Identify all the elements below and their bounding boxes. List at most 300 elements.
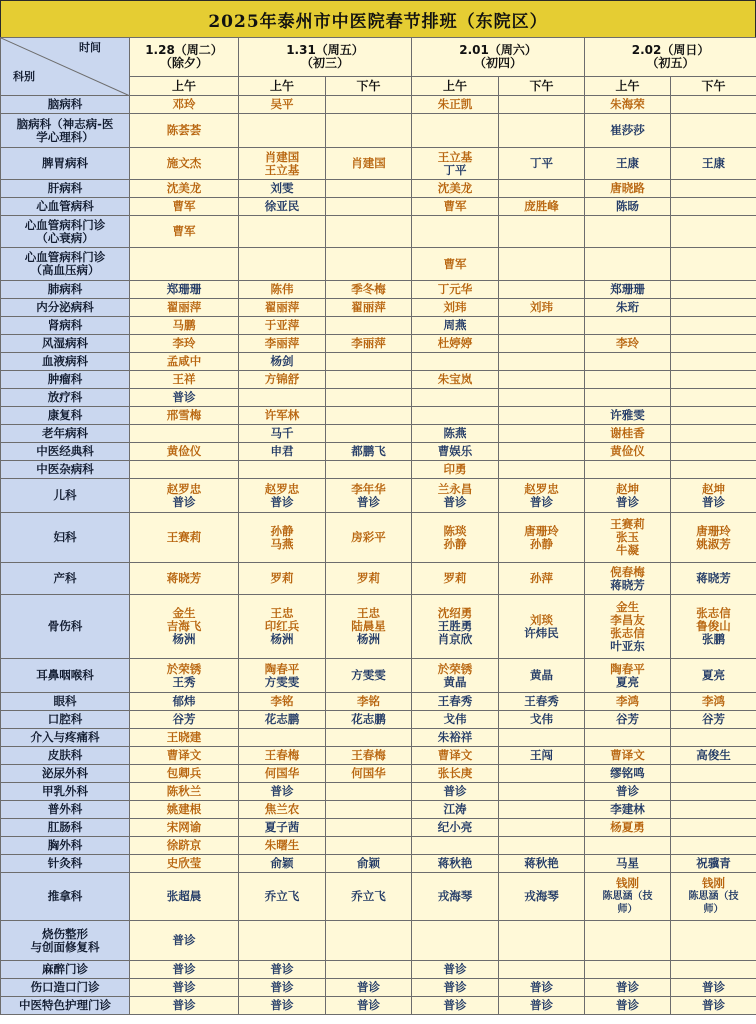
shift-cell bbox=[412, 819, 499, 837]
doctor-name: 普诊 bbox=[172, 998, 196, 1012]
doctor-name: 俞颖 bbox=[270, 856, 294, 870]
shift-cell bbox=[499, 747, 585, 765]
dept-name: 中医杂病科 bbox=[1, 461, 130, 479]
dept-name: 脾胃病科 bbox=[1, 148, 130, 180]
shift-cell bbox=[499, 443, 585, 461]
doctor-name: 印勇 bbox=[443, 462, 467, 476]
corner-diagonal bbox=[1, 38, 130, 96]
doctor-name: 唐晓路 bbox=[610, 181, 645, 195]
shift-cell bbox=[326, 353, 412, 371]
shift-cell bbox=[671, 997, 756, 1015]
doctor-name: 曹译文 bbox=[166, 748, 202, 762]
shift-cell bbox=[671, 563, 756, 595]
shift-cell bbox=[326, 563, 412, 595]
shift-cell bbox=[239, 801, 326, 819]
doctor-name: 刘玮 bbox=[530, 300, 554, 314]
schedule-row bbox=[1, 997, 756, 1015]
shift-cell bbox=[326, 783, 412, 801]
doctor-name: 金生 bbox=[616, 599, 640, 614]
doctor-name: 普诊 bbox=[172, 494, 196, 509]
shift-cell bbox=[499, 317, 585, 335]
shift-cell bbox=[499, 921, 585, 961]
shift-cell bbox=[585, 563, 671, 595]
shift-cell bbox=[412, 873, 499, 921]
doctor-name: 刘玮 bbox=[443, 300, 467, 314]
shift-cell bbox=[671, 729, 756, 747]
doctor-name: 邢雪梅 bbox=[166, 408, 202, 422]
doctor-name: 普诊 bbox=[443, 980, 467, 994]
shift-cell bbox=[326, 747, 412, 765]
shift-cell bbox=[585, 873, 671, 921]
doctor-name: 唐珊玲 bbox=[524, 523, 559, 538]
shift-cell bbox=[585, 389, 671, 407]
shift-cell bbox=[412, 299, 499, 317]
doctor-name: 徐亚民 bbox=[264, 199, 300, 213]
doctor-name: 许军林 bbox=[264, 408, 300, 422]
doctor-name: 肖建国 bbox=[351, 156, 386, 170]
doctor-name: 夏子茜 bbox=[264, 820, 300, 834]
doctor-name: 曹军 bbox=[172, 224, 196, 238]
shift-cell bbox=[239, 114, 326, 148]
doctor-name: 普诊 bbox=[270, 784, 294, 798]
schedule-row bbox=[1, 371, 756, 389]
schedule-row bbox=[1, 248, 756, 281]
doctor-name: 申君 bbox=[270, 444, 294, 458]
schedule-row bbox=[1, 711, 756, 729]
doctor-name: 翟丽萍 bbox=[264, 300, 300, 314]
schedule-row bbox=[1, 747, 756, 765]
doctor-name: 谷芳 bbox=[616, 712, 640, 726]
shift-cell bbox=[499, 248, 585, 281]
shift-cell bbox=[499, 96, 585, 114]
dept-name: 心血管病科门诊 （心衰病） bbox=[1, 216, 130, 248]
shift-cell bbox=[326, 389, 412, 407]
doctor-name: 普诊 bbox=[270, 998, 294, 1012]
page-title: 2025年泰州市中医院春节排班（东院区） bbox=[0, 0, 756, 37]
schedule-row bbox=[1, 148, 756, 180]
shift-cell bbox=[671, 711, 756, 729]
doctor-name: 吉海飞 bbox=[166, 619, 202, 633]
shift-cell bbox=[239, 248, 326, 281]
doctor-name: 李玲 bbox=[616, 336, 640, 350]
doctor-name: 何国华 bbox=[264, 766, 300, 780]
shift-cell bbox=[412, 729, 499, 747]
shift-cell bbox=[239, 479, 326, 513]
shift-cell bbox=[130, 389, 239, 407]
shift-cell bbox=[585, 216, 671, 248]
shift-cell bbox=[585, 783, 671, 801]
doctor-name: 曹译文 bbox=[437, 748, 473, 762]
shift-cell bbox=[326, 216, 412, 248]
doctor-name: 张鹏 bbox=[702, 632, 726, 646]
doctor-name: 刘雯 bbox=[270, 181, 294, 195]
shift-cell bbox=[130, 317, 239, 335]
shift-cell bbox=[239, 335, 326, 353]
shift-cell bbox=[499, 389, 585, 407]
doctor-name: 王春梅 bbox=[351, 748, 386, 762]
doctor-name: 王秀 bbox=[172, 674, 196, 689]
dept-name: 中医特色护理门诊 bbox=[1, 997, 130, 1015]
dept-name: 老年病科 bbox=[1, 425, 130, 443]
shift-cell bbox=[499, 711, 585, 729]
shift-cell bbox=[499, 855, 585, 873]
shift-cell bbox=[326, 299, 412, 317]
doctor-name: 马鹏 bbox=[172, 318, 196, 332]
shift-cell bbox=[499, 353, 585, 371]
shift-cell bbox=[412, 747, 499, 765]
shift-cell bbox=[671, 114, 756, 148]
schedule-row bbox=[1, 461, 756, 479]
doctor-name: 黄晶 bbox=[530, 668, 554, 682]
shift-cell bbox=[585, 248, 671, 281]
schedule-row bbox=[1, 281, 756, 299]
doctor-name: 纪小亮 bbox=[437, 820, 473, 834]
doctor-name: 邓玲 bbox=[172, 97, 196, 111]
shift-cell bbox=[239, 747, 326, 765]
dept-name: 血液病科 bbox=[1, 353, 130, 371]
shift-cell bbox=[585, 961, 671, 979]
doctor-name: 赵坤 bbox=[702, 481, 726, 496]
doctor-name: 乔立飞 bbox=[351, 889, 386, 903]
schedule-row bbox=[1, 855, 756, 873]
doctor-name: 蒋秋艳 bbox=[524, 856, 559, 870]
doctor-name: 俞颖 bbox=[357, 856, 380, 870]
doctor-name: 李昌友 bbox=[610, 612, 645, 627]
shift-cell bbox=[412, 371, 499, 389]
shift-cell bbox=[412, 513, 499, 563]
schedule-row bbox=[1, 317, 756, 335]
shift-cell bbox=[412, 407, 499, 425]
schedule-row bbox=[1, 114, 756, 148]
shift-cell bbox=[239, 765, 326, 783]
shift-cell bbox=[412, 479, 499, 513]
doctor-name: 陈思涵（技 bbox=[688, 891, 739, 902]
shift-cell bbox=[326, 801, 412, 819]
shift-cell bbox=[671, 389, 756, 407]
shift-cell bbox=[499, 979, 585, 997]
doctor-name: 普诊 bbox=[443, 494, 467, 509]
doctor-name: 王赛莉 bbox=[166, 530, 202, 544]
corner-header bbox=[1, 38, 130, 96]
shift-cell bbox=[239, 513, 326, 563]
doctor-name: 普诊 bbox=[443, 998, 467, 1012]
dept-name: 肝病科 bbox=[1, 180, 130, 198]
shift-cell bbox=[671, 216, 756, 248]
shift-cell bbox=[585, 180, 671, 198]
doctor-name: 史欣莹 bbox=[166, 856, 202, 870]
shift-cell bbox=[130, 819, 239, 837]
schedule-row bbox=[1, 353, 756, 371]
shift-cell bbox=[412, 198, 499, 216]
dept-name: 眼科 bbox=[1, 693, 130, 711]
schedule-row bbox=[1, 921, 756, 961]
doctor-name: 王忠 bbox=[270, 606, 294, 620]
shift-cell bbox=[326, 837, 412, 855]
doctor-name: 李丽萍 bbox=[264, 336, 300, 350]
doctor-name: 翟丽萍 bbox=[351, 300, 386, 314]
schedule-row bbox=[1, 563, 756, 595]
time-label: 时间 bbox=[79, 41, 101, 54]
shift-cell bbox=[326, 248, 412, 281]
shift-cell bbox=[671, 248, 756, 281]
shift-cell bbox=[130, 747, 239, 765]
doctor-name: 马千 bbox=[270, 426, 294, 440]
shift-cell bbox=[499, 180, 585, 198]
doctor-name: 普诊 bbox=[616, 784, 640, 798]
shift-cell bbox=[499, 148, 585, 180]
shift-cell bbox=[130, 801, 239, 819]
shift-cell bbox=[130, 837, 239, 855]
doctor-name: 都鹏飞 bbox=[351, 444, 386, 458]
shift-cell bbox=[499, 198, 585, 216]
doctor-name: 陈旸 bbox=[616, 199, 640, 213]
doctor-name: 普诊 bbox=[172, 962, 196, 976]
schedule-row bbox=[1, 216, 756, 248]
doctor-name: 印红兵 bbox=[264, 619, 300, 633]
dept-name: 肺病科 bbox=[1, 281, 130, 299]
doctor-name: 王春梅 bbox=[264, 748, 300, 762]
shift-cell bbox=[499, 729, 585, 747]
shift-cell bbox=[326, 855, 412, 873]
doctor-name: 赵罗忠 bbox=[264, 481, 300, 496]
shift-cell bbox=[671, 299, 756, 317]
shift-cell bbox=[239, 443, 326, 461]
shift-cell bbox=[499, 765, 585, 783]
doctor-name: 沈美龙 bbox=[166, 181, 202, 195]
doctor-name: 房彩平 bbox=[351, 530, 386, 544]
schedule-row bbox=[1, 801, 756, 819]
shift-cell bbox=[326, 461, 412, 479]
shift-cell bbox=[130, 335, 239, 353]
shift-cell bbox=[130, 281, 239, 299]
dept-name: 皮肤科 bbox=[1, 747, 130, 765]
shift-cell bbox=[412, 997, 499, 1015]
shift-cell bbox=[671, 353, 756, 371]
shift-cell bbox=[239, 353, 326, 371]
shift-cell bbox=[130, 595, 239, 659]
shift-cell bbox=[130, 513, 239, 563]
dept-name: 心血管病科门诊 （高血压病） bbox=[1, 248, 130, 281]
dept-name: 康复科 bbox=[1, 407, 130, 425]
doctor-name: 师） bbox=[703, 904, 724, 915]
doctor-name: 肖建国 bbox=[264, 149, 300, 164]
doctor-name: 戎海琴 bbox=[437, 889, 473, 903]
doctor-name: 陈伟 bbox=[270, 282, 294, 296]
shift-cell bbox=[326, 595, 412, 659]
schedule-row bbox=[1, 873, 756, 921]
shift-cell bbox=[585, 371, 671, 389]
doctor-name: 朱正凯 bbox=[437, 97, 473, 111]
shift-cell bbox=[671, 783, 756, 801]
shift-cell bbox=[239, 180, 326, 198]
shift-cell bbox=[412, 317, 499, 335]
shift-cell bbox=[239, 997, 326, 1015]
doctor-name: 宋网谕 bbox=[166, 820, 202, 834]
shift-cell bbox=[239, 371, 326, 389]
doctor-name: 曹军 bbox=[443, 256, 467, 271]
shift-cell bbox=[130, 148, 239, 180]
shift-cell bbox=[412, 801, 499, 819]
shift-cell bbox=[499, 461, 585, 479]
doctor-name: 蒋晓芳 bbox=[166, 571, 202, 585]
shift-cell bbox=[326, 371, 412, 389]
shift-cell bbox=[412, 335, 499, 353]
doctor-name: 于亚萍 bbox=[264, 318, 300, 332]
shift-cell bbox=[412, 180, 499, 198]
doctor-name: 高俊生 bbox=[696, 748, 731, 762]
shift-cell bbox=[585, 148, 671, 180]
doctor-name: 杜婷婷 bbox=[437, 336, 473, 350]
pm-header: 下午 bbox=[326, 77, 412, 96]
dept-name: 口腔科 bbox=[1, 711, 130, 729]
doctor-name: 普诊 bbox=[270, 494, 294, 509]
schedule-row bbox=[1, 837, 756, 855]
doctor-name: 鲁俊山 bbox=[696, 619, 731, 633]
shift-cell bbox=[239, 407, 326, 425]
shift-cell bbox=[499, 299, 585, 317]
date-header-3: 2.01（周六） （初四） bbox=[412, 38, 585, 77]
dept-name: 肿瘤科 bbox=[1, 371, 130, 389]
doctor-name: 戎海琴 bbox=[524, 889, 559, 903]
doctor-name: 崔莎莎 bbox=[610, 123, 645, 137]
schedule-row bbox=[1, 335, 756, 353]
doctor-name: 普诊 bbox=[616, 494, 640, 509]
doctor-name: 缪铭鸣 bbox=[610, 766, 645, 780]
doctor-name: 何国华 bbox=[351, 766, 386, 780]
shift-cell bbox=[671, 819, 756, 837]
schedule-row bbox=[1, 819, 756, 837]
doctor-name: 王康 bbox=[616, 156, 640, 170]
shift-cell bbox=[671, 198, 756, 216]
shift-cell bbox=[239, 783, 326, 801]
shift-cell bbox=[326, 281, 412, 299]
doctor-name: 王康 bbox=[702, 156, 726, 170]
shift-cell bbox=[499, 961, 585, 979]
doctor-name: 花志鹏 bbox=[351, 712, 386, 726]
dept-name: 骨伤科 bbox=[1, 595, 130, 659]
shift-cell bbox=[412, 96, 499, 114]
shift-cell bbox=[412, 281, 499, 299]
shift-cell bbox=[585, 513, 671, 563]
doctor-name: 李建林 bbox=[610, 802, 645, 816]
shift-cell bbox=[326, 659, 412, 693]
doctor-name: 陶春平 bbox=[264, 661, 300, 676]
doctor-name: 唐珊玲 bbox=[696, 523, 731, 538]
doctor-name: 陈燕 bbox=[443, 426, 467, 440]
shift-cell bbox=[671, 335, 756, 353]
doctor-name: 马燕 bbox=[270, 536, 294, 551]
shift-cell bbox=[239, 563, 326, 595]
dept-name: 推拿科 bbox=[1, 873, 130, 921]
doctor-name: 普诊 bbox=[357, 998, 380, 1012]
doctor-name: 赵坤 bbox=[616, 481, 640, 496]
doctor-name: 祝骥青 bbox=[696, 856, 731, 870]
shift-cell bbox=[239, 299, 326, 317]
dept-name: 产科 bbox=[1, 563, 130, 595]
doctor-name: 朱裕祥 bbox=[437, 730, 473, 744]
doctor-name: 罗莉 bbox=[357, 571, 380, 585]
dept-name: 耳鼻咽喉科 bbox=[1, 659, 130, 693]
shift-cell bbox=[671, 281, 756, 299]
shift-cell bbox=[412, 563, 499, 595]
dept-name: 脑病科 bbox=[1, 96, 130, 114]
doctor-name: 曹军 bbox=[443, 199, 467, 213]
shift-cell bbox=[585, 819, 671, 837]
schedule-row bbox=[1, 96, 756, 114]
doctor-name: 谷芳 bbox=[702, 712, 726, 726]
dept-name: 介入与疼痛科 bbox=[1, 729, 130, 747]
shift-cell bbox=[671, 479, 756, 513]
doctor-name: 叶亚东 bbox=[610, 638, 645, 653]
shift-cell bbox=[412, 389, 499, 407]
shift-cell bbox=[239, 855, 326, 873]
shift-cell bbox=[585, 479, 671, 513]
doctor-name: 郑珊珊 bbox=[166, 282, 202, 296]
dept-name: 肾病科 bbox=[1, 317, 130, 335]
doctor-name: 张志信 bbox=[610, 625, 645, 640]
doctor-name: 李鸿 bbox=[702, 694, 726, 708]
shift-cell bbox=[412, 783, 499, 801]
shift-cell bbox=[671, 595, 756, 659]
shift-cell bbox=[412, 353, 499, 371]
shift-cell bbox=[239, 979, 326, 997]
dept-name: 胸外科 bbox=[1, 837, 130, 855]
shift-cell bbox=[130, 461, 239, 479]
shift-cell bbox=[130, 855, 239, 873]
doctor-name: 蒋晓芳 bbox=[610, 577, 645, 592]
shift-cell bbox=[130, 299, 239, 317]
doctor-name: 孙静 bbox=[443, 536, 467, 551]
dept-name: 放疗科 bbox=[1, 389, 130, 407]
doctor-name: 黄俭仪 bbox=[166, 444, 202, 458]
doctor-name: 陆晨星 bbox=[351, 619, 386, 633]
doctor-name: 普诊 bbox=[443, 784, 467, 798]
shift-cell bbox=[326, 317, 412, 335]
shift-cell bbox=[585, 693, 671, 711]
doctor-name: 张长庚 bbox=[437, 766, 473, 780]
shift-cell bbox=[326, 148, 412, 180]
dept-name: 脑病科（神志病-医 学心理科） bbox=[1, 114, 130, 148]
shift-cell bbox=[130, 783, 239, 801]
shift-cell bbox=[585, 96, 671, 114]
shift-cell bbox=[671, 425, 756, 443]
shift-cell bbox=[499, 114, 585, 148]
doctor-name: 孟咸中 bbox=[166, 354, 202, 368]
shift-cell bbox=[671, 180, 756, 198]
doctor-name: 花志鹏 bbox=[264, 712, 300, 726]
shift-cell bbox=[412, 979, 499, 997]
shift-cell bbox=[671, 659, 756, 693]
schedule-table bbox=[0, 37, 756, 1015]
doctor-name: 方雯雯 bbox=[351, 668, 386, 682]
doctor-name: 姚淑芳 bbox=[696, 536, 731, 551]
dept-name: 风湿病科 bbox=[1, 335, 130, 353]
dept-name: 内分泌病科 bbox=[1, 299, 130, 317]
shift-cell bbox=[585, 711, 671, 729]
shift-cell bbox=[671, 148, 756, 180]
shift-cell bbox=[585, 979, 671, 997]
date-header-2: 1.31（周五） （初三） bbox=[239, 38, 412, 77]
shift-cell bbox=[412, 961, 499, 979]
shift-cell bbox=[239, 461, 326, 479]
doctor-name: 丁平 bbox=[443, 162, 467, 177]
doctor-name: 吴平 bbox=[270, 97, 294, 111]
shift-cell bbox=[585, 443, 671, 461]
doctor-name: 王闯 bbox=[530, 748, 554, 762]
shift-cell bbox=[499, 425, 585, 443]
am-header: 上午 bbox=[130, 77, 239, 96]
doctor-name: 夏亮 bbox=[702, 668, 726, 682]
